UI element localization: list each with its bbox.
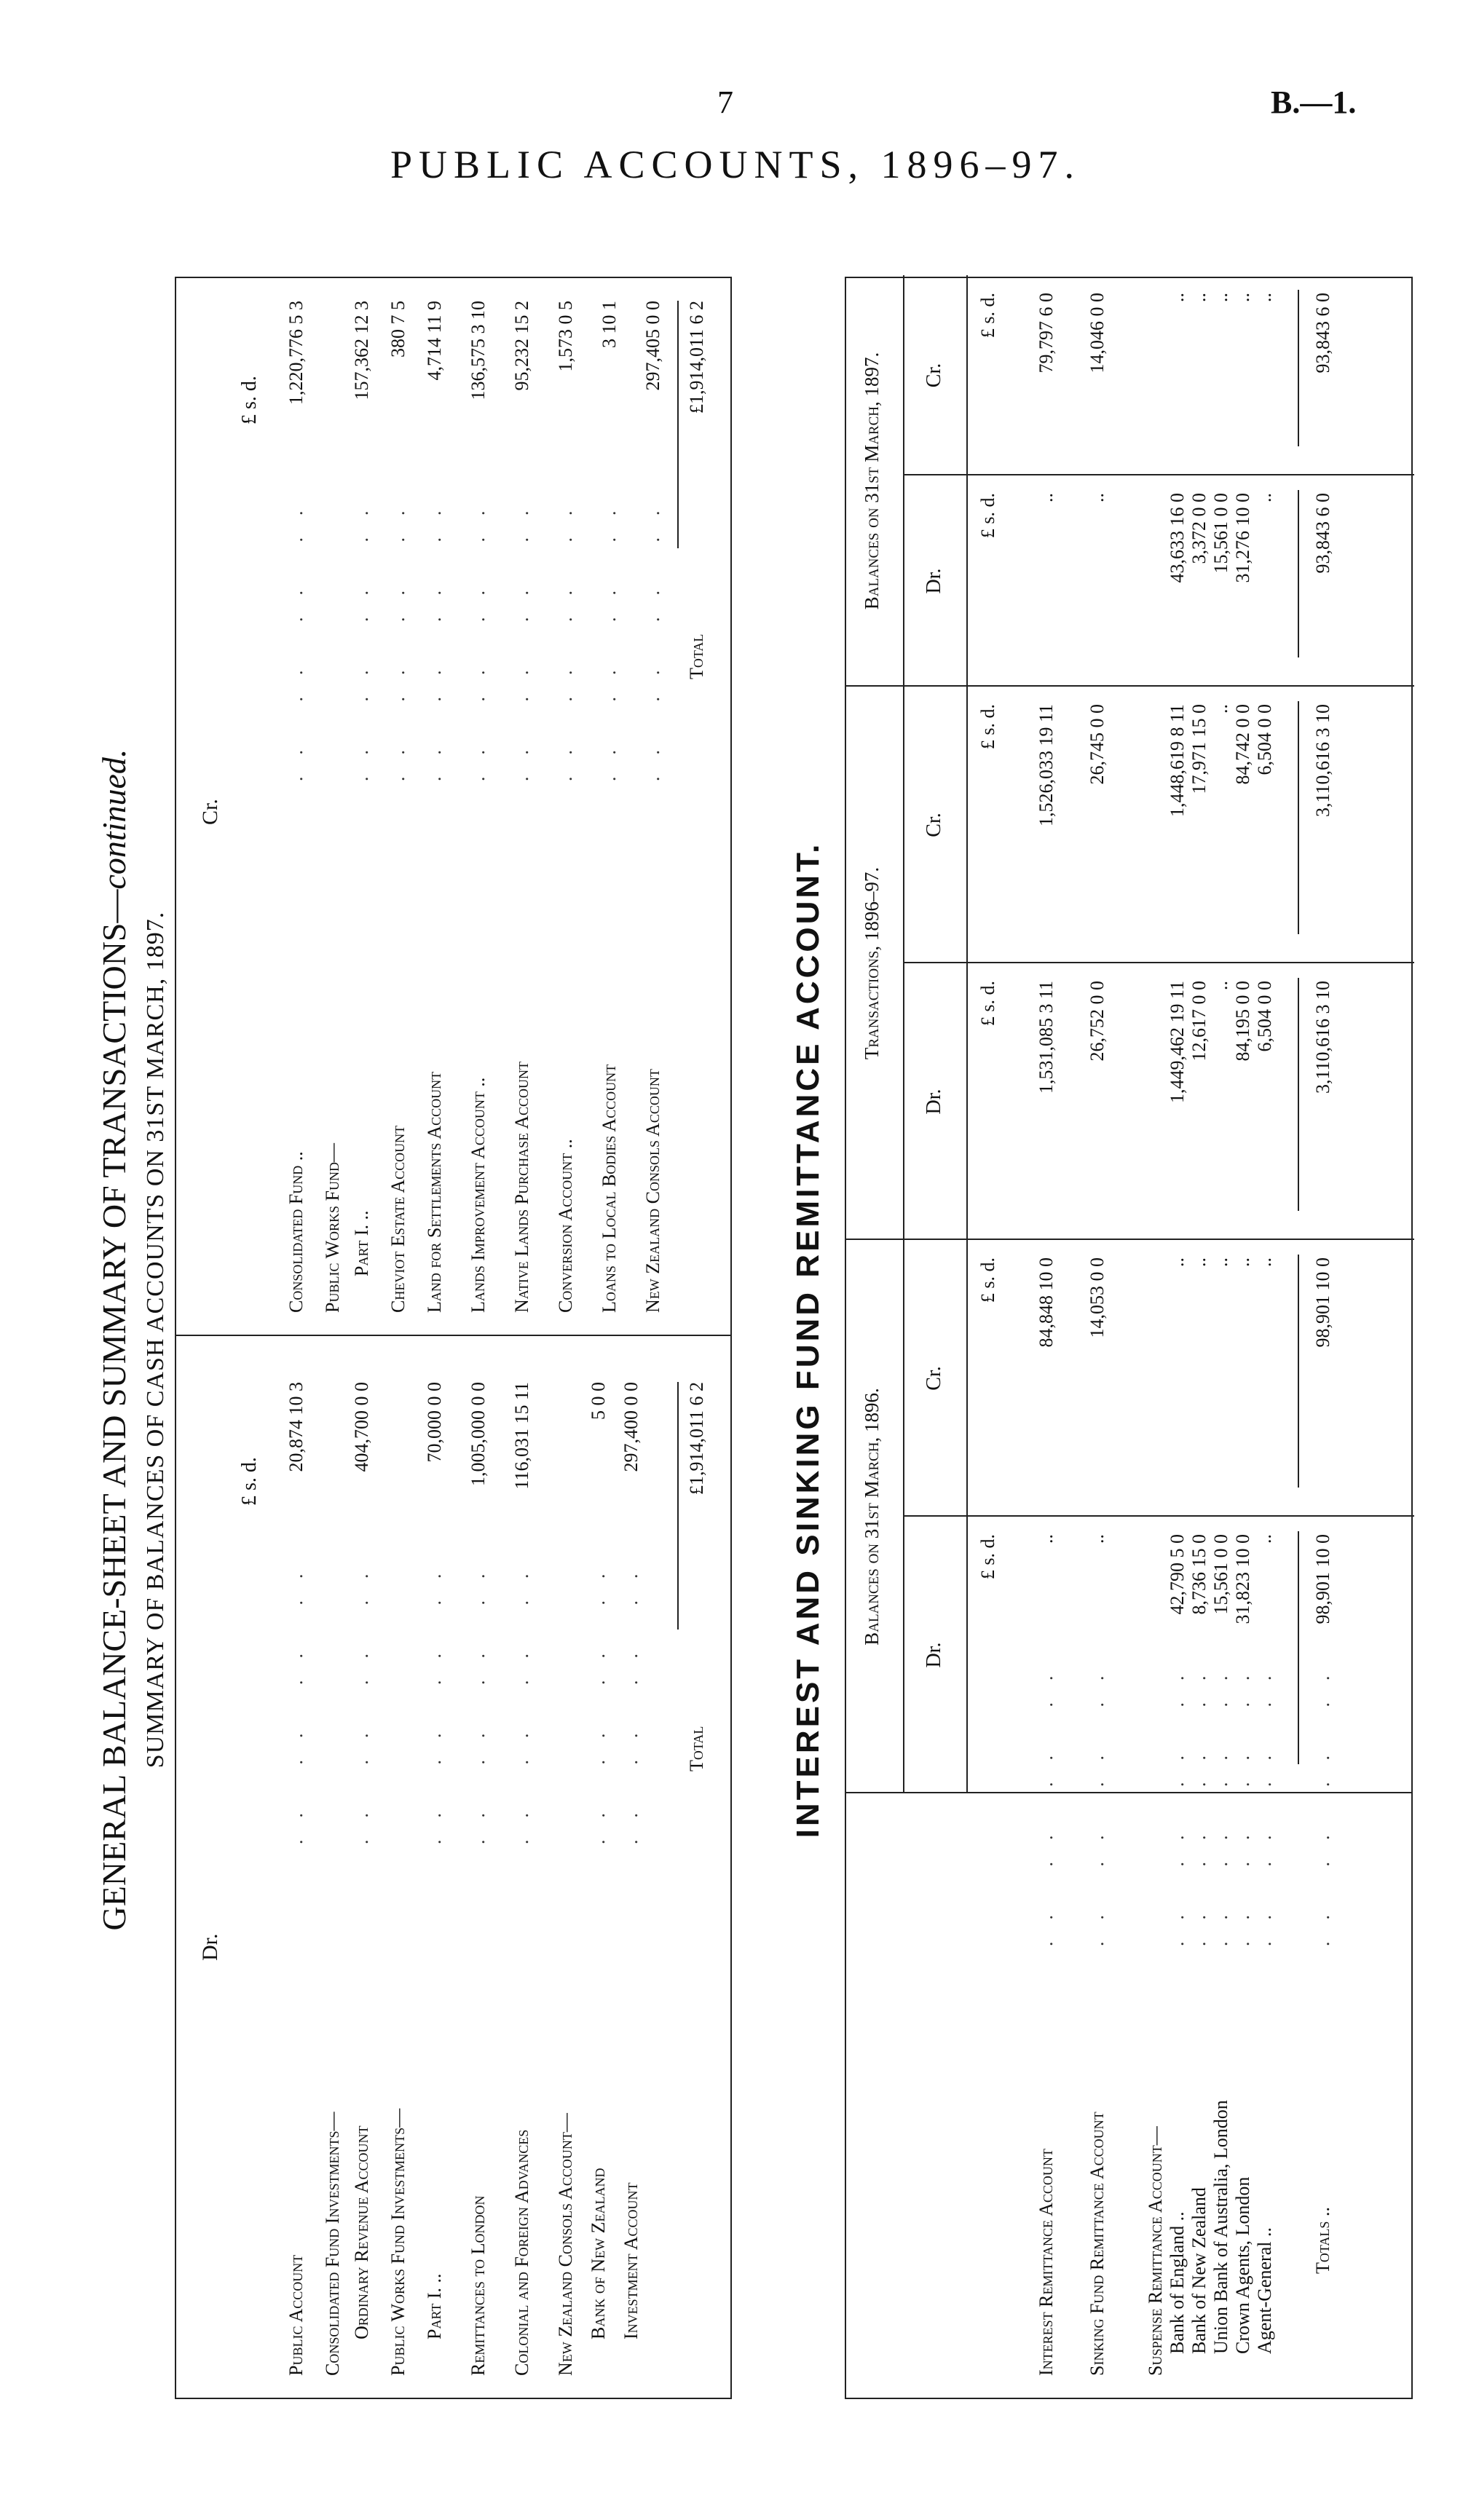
subtotal-rule	[1298, 1531, 1299, 1764]
cr-row-label: Lands Improvement Account ..	[468, 1077, 489, 1313]
cr-heading: Cr.	[923, 813, 945, 837]
dr-row-label: Investment Account	[620, 2182, 642, 2339]
leader-dots: .. .. .. ..	[555, 489, 576, 781]
subtotal-rule	[1298, 701, 1299, 934]
header-rule	[966, 275, 968, 1793]
leader-dots: .. .. .. ..	[468, 1552, 489, 1844]
leader-dots: .. .. .. ..	[642, 489, 663, 781]
amount-cell: ..	[1210, 1257, 1231, 1267]
cr-row-label: Conversion Account ..	[555, 1139, 576, 1313]
amount-cell: ..	[1167, 1257, 1188, 1267]
column-group-heading: Transactions, 1896–97.	[861, 866, 883, 1060]
dr-total-label: Total	[686, 1726, 707, 1771]
amount-cell: 1,526,033 19 11	[1036, 704, 1057, 827]
cr-heading: Cr.	[923, 363, 945, 388]
amount-cell: 26,745 0 0	[1087, 704, 1108, 785]
cr-row-label: Land for Settlements Account	[424, 1071, 445, 1313]
dr-row-label: Ordinary Revenue Account	[351, 2125, 372, 2339]
cr-row-amount: 380 7 5	[387, 301, 409, 358]
cr-total-label: Total	[686, 633, 707, 679]
amount-cell: 12,617 0 0	[1188, 981, 1210, 1062]
amount-cell: ..	[1188, 1257, 1210, 1267]
cr-heading: Cr.	[923, 1366, 945, 1391]
amount-cell: ..	[1188, 293, 1210, 302]
cr-row-label: Native Lands Purchase Account	[511, 1062, 532, 1313]
cr-row-amount: 157,362 12 3	[351, 301, 372, 400]
amount-cell: 6,504 0 0	[1254, 704, 1275, 775]
credit-side	[176, 275, 730, 1335]
interest-sinking-fund-title: INTEREST AND SINKING FUND REMITTANCE ACCOUNT.	[790, 841, 826, 1838]
dr-heading: Dr.	[923, 1089, 945, 1115]
dr-row-amount: 297,400 0 0	[620, 1382, 642, 1472]
cr-heading: Cr.	[198, 799, 222, 825]
dr-row-amount: 70,000 0 0	[424, 1382, 445, 1463]
amount-cell: 31,823 10 0	[1232, 1534, 1253, 1624]
cr-row-amount: 95,232 15 2	[511, 301, 532, 391]
cr-row-label: Cheviot Estate Account	[387, 1125, 409, 1313]
leader-dots: .. .. .. ..	[620, 1552, 642, 1844]
lsd-header: £ s. d.	[977, 1534, 998, 1580]
cr-row-label: Public Works Fund—	[322, 1142, 343, 1313]
amount-cell: 84,848 10 0	[1036, 1257, 1057, 1348]
cr-row-label: New Zealand Consols Account	[642, 1069, 663, 1313]
amount-cell: ..	[1232, 1257, 1253, 1267]
amount-cell: ..	[1087, 1534, 1108, 1544]
lsd-header: £ s. d.	[977, 1257, 998, 1303]
dr-heading: Dr.	[923, 568, 945, 594]
lsd-header: £ s. d.	[977, 981, 998, 1027]
column-divider	[903, 1515, 1414, 1517]
amount-cell: 1,449,462 19 11	[1167, 981, 1188, 1104]
leader-dots: .. .. .. ..	[1232, 1654, 1253, 1946]
amount-cell: ..	[1254, 493, 1275, 502]
amount-cell: 98,901 10 0	[1312, 1534, 1333, 1624]
balance-sheet-title-main: GENERAL BALANCE-SHEET AND SUMMARY OF TRANSACTIONS—	[95, 889, 133, 1931]
amount-cell: 93,843 6 0	[1312, 493, 1333, 574]
column-divider	[903, 1239, 1414, 1240]
leader-dots: .. .. .. ..	[351, 1552, 372, 1844]
amount-cell: ..	[1210, 293, 1231, 302]
amount-cell: 1,531,085 3 11	[1036, 981, 1057, 1094]
amount-cell: 42,790 5 0	[1167, 1534, 1188, 1615]
cash-balances-table	[175, 277, 732, 2399]
amount-cell: 79,797 6 0	[1036, 293, 1057, 374]
cr-row-label: Consolidated Fund ..	[285, 1151, 307, 1313]
amount-cell: 14,053 0 0	[1087, 1257, 1108, 1338]
leader-dots: .. .. .. ..	[468, 489, 489, 781]
amount-cell: ..	[1254, 1257, 1275, 1267]
total-rule	[677, 1382, 679, 1630]
column-divider	[903, 685, 1414, 687]
suspense-label: Suspense Remittance Account—	[1145, 2126, 1166, 2376]
leader-dots: .. .. .. ..	[387, 489, 409, 781]
column-divider	[903, 474, 1414, 475]
leader-dots: .. .. .. ..	[424, 489, 445, 781]
amount-cell: ..	[1254, 293, 1275, 302]
bank-label: Crown Agents, London	[1232, 2176, 1253, 2354]
leader-dots: .. .. .. ..	[599, 489, 620, 781]
dr-heading: Dr.	[923, 1642, 945, 1668]
amount-cell: ..	[1210, 704, 1231, 714]
amount-cell: ..	[1036, 1534, 1057, 1544]
document-reference: B.—1.	[1271, 84, 1357, 120]
amount-cell: 43,633 16 0	[1167, 493, 1188, 583]
bank-label: Agent-General ..	[1254, 2227, 1275, 2354]
totals-label: Totals ..	[1312, 2207, 1333, 2274]
amount-cell: ..	[1254, 1534, 1275, 1544]
interest-sinking-fund-table	[845, 277, 1413, 2399]
rotated-page-content	[62, 244, 1431, 2436]
subtotal-rule	[1298, 290, 1299, 446]
bank-label: Union Bank of Australia, London	[1210, 2100, 1231, 2354]
leader-dots: .. .. .. ..	[1254, 1654, 1275, 1946]
lsd-header: £ s. d.	[977, 493, 998, 539]
leader-dots: .. .. .. ..	[1312, 1654, 1333, 1946]
leader-dots: .. .. .. ..	[285, 1552, 307, 1844]
amount-cell: 15,561 0 0	[1210, 1534, 1231, 1615]
lsd-header: £ s. d.	[238, 1457, 261, 1506]
dr-row-amount: 1,005,000 0 0	[468, 1382, 489, 1486]
column-divider	[903, 962, 1414, 963]
subtotal-rule	[1298, 490, 1299, 657]
amount-cell: 3,110,616 3 10	[1312, 704, 1333, 818]
page-title: PUBLIC ACCOUNTS, 1896–97.	[390, 143, 1081, 186]
amount-cell: 98,901 10 0	[1312, 1257, 1333, 1348]
debit-side	[176, 1335, 730, 2398]
total-rule	[677, 301, 679, 548]
cr-total-amount: £1,914,011 6 2	[686, 301, 707, 414]
account-label: Sinking Fund Remittance Account	[1087, 2112, 1108, 2376]
dr-total-amount: £1,914,011 6 2	[686, 1382, 707, 1496]
cr-row-label: Part I. ..	[351, 1210, 372, 1276]
dr-row-amount: 5 0 0	[588, 1382, 609, 1420]
amount-cell: 3,110,616 3 10	[1312, 981, 1333, 1094]
amount-cell: 31,276 10 0	[1232, 493, 1253, 583]
amount-cell: 8,736 15 0	[1188, 1534, 1210, 1615]
lsd-header: £ s. d.	[977, 704, 998, 750]
lsd-header: £ s. d.	[238, 376, 261, 424]
dr-row-label: Public Account	[285, 2254, 307, 2376]
cr-row-amount: 136,575 3 10	[468, 301, 489, 400]
dr-row-amount: 116,031 15 11	[511, 1382, 532, 1490]
leader-dots: .. .. .. ..	[424, 1552, 445, 1844]
dr-row-label: Public Works Fund Investments—	[387, 2108, 409, 2376]
leader-dots: .. .. .. ..	[351, 489, 372, 781]
amount-cell: 15,561 0 0	[1210, 493, 1231, 574]
leader-dots: .. .. .. ..	[511, 1552, 532, 1844]
amount-cell: ..	[1210, 981, 1231, 990]
subtotal-rule	[1298, 1255, 1299, 1488]
amount-cell: 93,843 6 0	[1312, 293, 1333, 374]
amount-cell: 84,742 0 0	[1232, 704, 1253, 785]
balance-sheet-title	[95, 244, 133, 2436]
summary-subtitle: SUMMARY OF BALANCES OF CASH ACCOUNTS ON 31ST MARCH, 1897.	[142, 911, 169, 1769]
page-number: 7	[717, 84, 733, 120]
amount-cell: 17,971 15 0	[1188, 704, 1210, 794]
dr-row-amount: 20,874 10 3	[285, 1382, 307, 1472]
dr-heading: Dr.	[198, 1933, 222, 1961]
amount-cell: ..	[1167, 293, 1188, 302]
cr-row-amount: 4,714 11 9	[424, 301, 445, 381]
account-label: Interest Remittance Account	[1036, 2149, 1057, 2376]
subtotal-rule	[1298, 978, 1299, 1211]
dr-row-label: Colonial and Foreign Advances	[511, 2129, 532, 2376]
dr-row-label: Remittances to London	[468, 2195, 489, 2376]
amount-cell: 14,046 0 0	[1087, 293, 1108, 374]
amount-cell: 26,752 0 0	[1087, 981, 1108, 1062]
balance-sheet-title-continued: continued.	[95, 749, 133, 890]
cr-row-amount: 297,405 0 0	[642, 301, 663, 391]
leader-dots: .. .. .. ..	[1036, 1654, 1057, 1946]
lsd-header: £ s. d.	[977, 293, 998, 339]
bank-label: Bank of England ..	[1167, 2211, 1188, 2354]
amount-cell: 84,195 0 0	[1232, 981, 1253, 1062]
amount-cell: ..	[1232, 293, 1253, 302]
amount-cell: ..	[1036, 493, 1057, 502]
dr-row-label: Part I. ..	[424, 2273, 445, 2339]
dr-row-label: New Zealand Consols Account—	[555, 2113, 576, 2376]
amount-cell: 6,504 0 0	[1254, 981, 1275, 1052]
amount-cell: ..	[1087, 493, 1108, 502]
column-group-heading: Balances on 31st March, 1897.	[861, 352, 883, 610]
amount-cell: 3,372 0 0	[1188, 493, 1210, 564]
cr-row-label: Loans to Local Bodies Account	[599, 1064, 620, 1313]
bank-label: Bank of New Zealand	[1188, 2187, 1210, 2354]
leader-dots: .. .. .. ..	[285, 489, 307, 781]
dr-row-label: Consolidated Fund Investments—	[322, 2112, 343, 2376]
leader-dots: .. .. .. ..	[1167, 1654, 1188, 1946]
cr-row-amount: 1,220,776 5 3	[285, 301, 307, 405]
leader-dots: .. .. .. ..	[588, 1552, 609, 1844]
leader-dots: .. .. .. ..	[1087, 1654, 1108, 1946]
cr-row-amount: 1,573 0 5	[555, 301, 576, 372]
dr-row-amount: 404,700 0 0	[351, 1382, 372, 1472]
amount-cell: 1,448,619 8 11	[1167, 704, 1188, 818]
leader-dots: .. .. .. ..	[511, 489, 532, 781]
dr-row-label: Bank of New Zealand	[588, 2168, 609, 2339]
cr-row-amount: 3 10 1	[599, 301, 620, 348]
leader-dots: .. .. .. ..	[1188, 1654, 1210, 1946]
column-group-heading: Balances on 31st March, 1896.	[861, 1388, 883, 1646]
leader-dots: .. .. .. ..	[1210, 1654, 1231, 1946]
